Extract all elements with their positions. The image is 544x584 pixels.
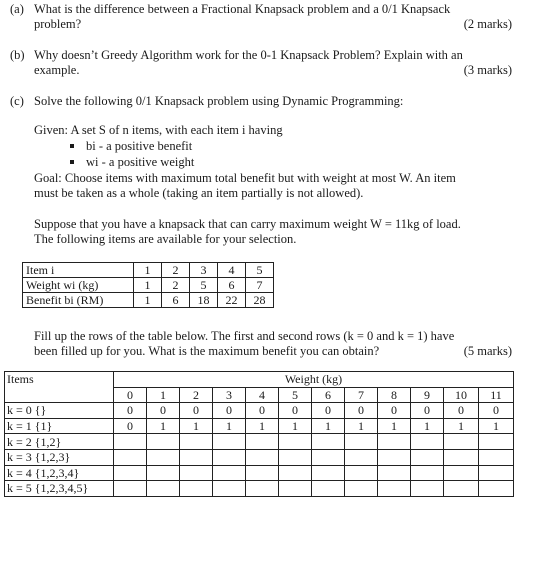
dp-cell: 0 xyxy=(147,403,180,419)
question-b-text-line2: example. xyxy=(34,62,80,77)
question-a-marks: (2 marks) xyxy=(463,16,512,31)
dp-weight-cell: 8 xyxy=(378,387,411,403)
dp-cell xyxy=(411,481,444,497)
dp-cell xyxy=(479,434,514,450)
dp-table-row xyxy=(5,403,514,419)
dp-row-label: k = 0 {} xyxy=(5,403,114,419)
fillup-marks: (5 marks) xyxy=(463,343,512,358)
dp-cell xyxy=(312,481,345,497)
dp-cell xyxy=(378,434,411,450)
question-a-text-line2: problem? xyxy=(34,16,82,31)
dp-weight-cell: 10 xyxy=(444,387,479,403)
bullet-square-icon xyxy=(70,160,74,164)
dp-cell: 1 xyxy=(479,418,514,434)
dp-cell xyxy=(444,434,479,450)
dp-cell: 0 xyxy=(279,403,312,419)
items-table-row xyxy=(23,293,274,308)
items-table-cell: 1 xyxy=(134,263,162,278)
question-a-text-line1: What is the difference between a Fractional Knapsack problem and a 0/1 Knapsack xyxy=(34,2,451,16)
dp-row-label: k = 3 {1,2,3} xyxy=(5,449,114,465)
question-c xyxy=(10,94,512,109)
dp-cell xyxy=(180,465,213,481)
dp-cell xyxy=(180,481,213,497)
dp-weight-cell: 5 xyxy=(279,387,312,403)
items-table-cell: 18 xyxy=(190,293,218,308)
dp-cell: 1 xyxy=(345,418,378,434)
dp-cell xyxy=(312,449,345,465)
dp-cell: 1 xyxy=(147,418,180,434)
dp-row-label: k = 1 {1} xyxy=(5,418,114,434)
suppose-paragraph xyxy=(34,217,512,247)
items-table-cell: 22 xyxy=(218,293,246,308)
dp-cell xyxy=(279,434,312,450)
dp-cell xyxy=(345,434,378,450)
dp-cell xyxy=(312,465,345,481)
items-table-cell: 1 xyxy=(134,293,162,308)
dp-cell xyxy=(114,434,147,450)
dp-cell xyxy=(180,434,213,450)
dp-cell xyxy=(345,481,378,497)
dp-weight-cell: 11 xyxy=(479,387,514,403)
dp-cell: 1 xyxy=(411,418,444,434)
dp-cell xyxy=(378,465,411,481)
dp-table-row xyxy=(5,481,514,497)
bullet-benefit-text: bi - a positive benefit xyxy=(86,139,193,153)
dp-cell: 1 xyxy=(444,418,479,434)
goal-paragraph xyxy=(34,171,512,201)
items-table-cell: 3 xyxy=(190,263,218,278)
dp-table-row xyxy=(5,434,514,450)
dp-cell xyxy=(246,481,279,497)
items-table-cell: 2 xyxy=(162,263,190,278)
dp-weight-cell: 9 xyxy=(411,387,444,403)
dp-cell: 0 xyxy=(411,403,444,419)
fillup-line2: been filled up for you. What is the maximum benefit you can obtain? xyxy=(34,343,380,358)
dp-table-row xyxy=(5,465,514,481)
dp-cell: 1 xyxy=(312,418,345,434)
dp-cell xyxy=(479,449,514,465)
dp-cell: 1 xyxy=(213,418,246,434)
dp-weight-cell: 2 xyxy=(180,387,213,403)
dp-weight-cell: 0 xyxy=(114,387,147,403)
goal-line1: Goal: Choose items with maximum total benefit but with weight at most W. An item xyxy=(34,171,456,185)
dp-cell xyxy=(213,449,246,465)
dp-cell xyxy=(114,481,147,497)
question-a-label: (a) xyxy=(10,2,24,16)
dp-cell xyxy=(444,449,479,465)
items-table-cell: 28 xyxy=(246,293,274,308)
items-table xyxy=(22,262,274,308)
dp-cell xyxy=(279,481,312,497)
items-table-cell: 6 xyxy=(162,293,190,308)
items-table-row-header: Benefit bi (RM) xyxy=(23,293,134,308)
dp-weight-cell: 7 xyxy=(345,387,378,403)
dp-cell xyxy=(114,465,147,481)
dp-cell: 1 xyxy=(246,418,279,434)
dp-cell xyxy=(246,449,279,465)
dp-cell xyxy=(147,434,180,450)
dp-cell: 1 xyxy=(378,418,411,434)
dp-cell: 0 xyxy=(345,403,378,419)
dp-cell xyxy=(444,465,479,481)
dp-cell: 1 xyxy=(279,418,312,434)
dp-row-label: k = 4 {1,2,3,4} xyxy=(5,465,114,481)
dp-cell xyxy=(147,465,180,481)
dp-weight-header: Weight (kg) xyxy=(114,372,514,388)
dp-cell xyxy=(213,465,246,481)
dp-cell: 1 xyxy=(180,418,213,434)
dp-cell xyxy=(312,434,345,450)
dp-row-label: k = 5 {1,2,3,4,5} xyxy=(5,481,114,497)
dp-cell: 0 xyxy=(312,403,345,419)
suppose-line2: The following items are available for your selection. xyxy=(34,231,297,246)
dp-cell: 0 xyxy=(479,403,514,419)
items-table-cell: 5 xyxy=(190,278,218,293)
dp-cell xyxy=(114,449,147,465)
items-table-cell: 2 xyxy=(162,278,190,293)
question-c-text: Solve the following 0/1 Knapsack problem using Dynamic Programming: xyxy=(34,94,404,108)
dp-cell xyxy=(479,481,514,497)
bullet-square-icon xyxy=(70,144,74,148)
dp-table-header-row xyxy=(5,372,514,388)
question-b-label: (b) xyxy=(10,48,25,62)
items-table-cell: 6 xyxy=(218,278,246,293)
dp-table-row xyxy=(5,418,514,434)
goal-line2: must be taken as a whole (taking an item partially is not allowed). xyxy=(34,185,364,200)
question-b xyxy=(10,48,512,78)
question-a xyxy=(10,2,512,32)
dp-cell xyxy=(411,449,444,465)
dp-cell xyxy=(378,481,411,497)
fillup-paragraph xyxy=(34,329,512,359)
items-table-row-header: Item i xyxy=(23,263,134,278)
dp-weight-cell: 1 xyxy=(147,387,180,403)
dp-cell xyxy=(345,465,378,481)
items-table-row xyxy=(23,278,274,293)
bullet-weight xyxy=(70,155,194,170)
dp-cell: 0 xyxy=(114,418,147,434)
dp-cell xyxy=(479,465,514,481)
items-table-cell: 7 xyxy=(246,278,274,293)
dp-weight-cell: 6 xyxy=(312,387,345,403)
given-line xyxy=(34,123,512,138)
dp-cell: 0 xyxy=(378,403,411,419)
dp-cell xyxy=(246,434,279,450)
bullet-benefit xyxy=(70,139,192,154)
items-table-row-header: Weight wi (kg) xyxy=(23,278,134,293)
dp-table xyxy=(4,371,514,497)
dp-cell xyxy=(279,465,312,481)
dp-cell xyxy=(444,481,479,497)
question-b-text-line1: Why doesn’t Greedy Algorithm work for the 0-1 Knapsack Problem? Explain with an xyxy=(34,48,463,62)
dp-cell: 0 xyxy=(114,403,147,419)
given-text: Given: A set S of n items, with each item i having xyxy=(34,123,283,137)
dp-cell: 0 xyxy=(246,403,279,419)
dp-cell: 0 xyxy=(213,403,246,419)
dp-row-label: k = 2 {1,2} xyxy=(5,434,114,450)
items-table-row xyxy=(23,263,274,278)
dp-cell xyxy=(147,481,180,497)
dp-weight-cell: 3 xyxy=(213,387,246,403)
dp-cell xyxy=(213,434,246,450)
dp-cell xyxy=(378,449,411,465)
bullet-weight-text: wi - a positive weight xyxy=(86,155,195,169)
dp-cell: 0 xyxy=(444,403,479,419)
question-b-marks: (3 marks) xyxy=(463,62,512,77)
dp-cell xyxy=(411,434,444,450)
dp-cell xyxy=(345,449,378,465)
dp-cell xyxy=(246,465,279,481)
dp-cell xyxy=(279,449,312,465)
dp-items-header: Items xyxy=(5,372,114,403)
dp-cell xyxy=(147,449,180,465)
dp-table-row xyxy=(5,449,514,465)
dp-cell: 0 xyxy=(180,403,213,419)
dp-cell xyxy=(180,449,213,465)
dp-cell xyxy=(411,465,444,481)
dp-weight-cell: 4 xyxy=(246,387,279,403)
question-c-label: (c) xyxy=(10,94,24,108)
suppose-line1: Suppose that you have a knapsack that can carry maximum weight W = 11kg of load. xyxy=(34,217,461,231)
items-table-cell: 4 xyxy=(218,263,246,278)
dp-cell xyxy=(213,481,246,497)
fillup-line1: Fill up the rows of the table below. The first and second rows (k = 0 and k = 1) have xyxy=(34,329,455,343)
items-table-cell: 1 xyxy=(134,278,162,293)
items-table-cell: 5 xyxy=(246,263,274,278)
